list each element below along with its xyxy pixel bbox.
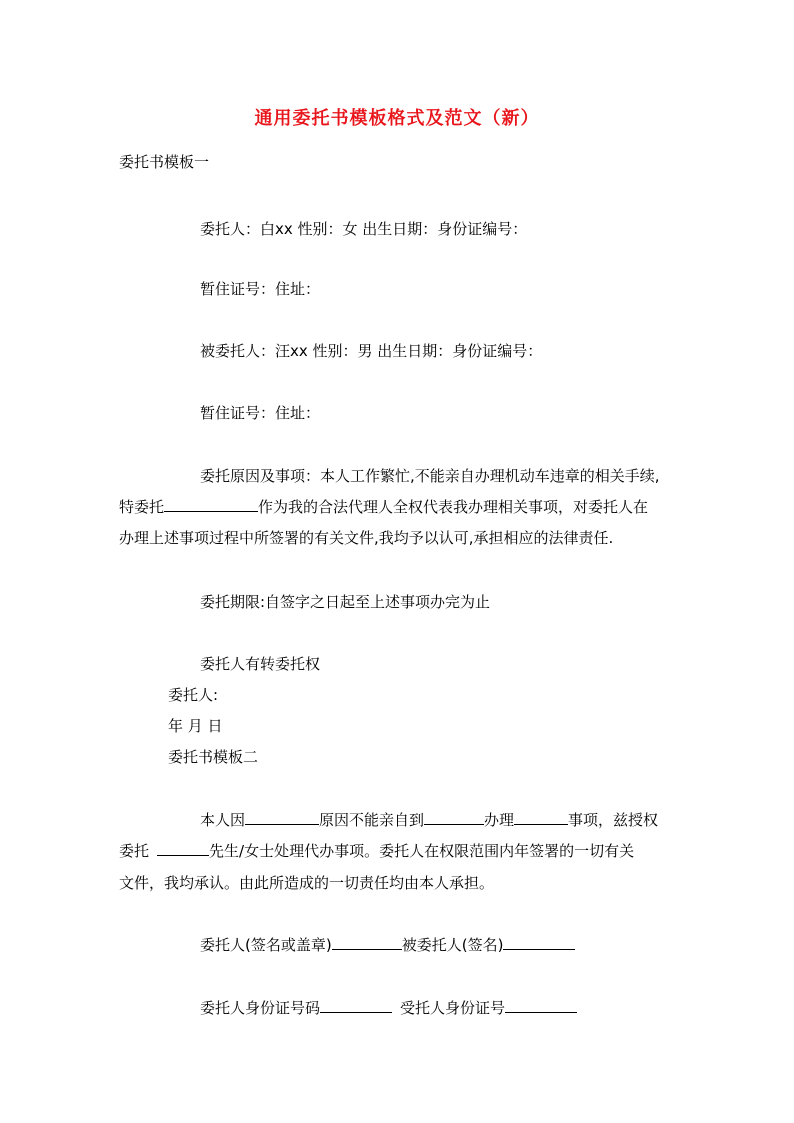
agent-address: 暂住证号：住址： <box>200 404 321 422</box>
matter-blank <box>514 810 568 825</box>
reason-line-2-start: 特委托 <box>119 498 165 516</box>
t2-id-line <box>200 998 577 1018</box>
t2-body-line-1 <box>200 810 658 830</box>
period-line: 委托期限:自签字之日起至上述事项办完为止 <box>200 593 491 611</box>
principal-id-blank <box>320 998 392 1013</box>
principal-address: 暂住证号：住址： <box>200 280 321 298</box>
reason-line-3: 办理上述事项过程中所签署的有关文件,我均予以认可,承担相应的法律责任. <box>119 529 614 547</box>
principal-signature-label: 委托人: <box>168 686 219 704</box>
t2-signature-line <box>200 935 575 955</box>
t2-body-2b: 先生/女士处理代办事项。委托人在权限范围内年签署的一切有关 <box>209 842 635 860</box>
agent-signature-blank <box>503 935 575 950</box>
t2-body-1b: 原因不能亲自到 <box>319 811 425 829</box>
t2-body-1c: 办理 <box>484 811 515 829</box>
reason-line-2 <box>119 497 648 517</box>
agent-name-blank <box>164 497 258 512</box>
document-title: 通用委托书模板格式及范文（新） <box>254 108 540 129</box>
principal-line: 委托人：白xx 性别：女 出生日期：身份证编号： <box>200 220 528 238</box>
agent-signature-text: 被委托人(签名) <box>401 936 504 954</box>
agent-id-text: 受托人身份证号 <box>400 999 506 1017</box>
template1-heading: 委托书模板一 <box>119 153 210 171</box>
agent-blank <box>157 841 209 856</box>
date-label: 年 月 日 <box>168 717 223 735</box>
t2-body-1a: 本人因 <box>200 811 246 829</box>
reason-line-1: 委托原因及事项：本人工作繁忙,不能亲自办理机动车违章的相关手续, <box>200 467 660 485</box>
principal-signature-text: 委托人(签名或盖章) <box>200 936 332 954</box>
t2-body-line-3: 文件，我均承认。由此所造成的一切责任均由本人承担。 <box>119 874 495 892</box>
agent-line: 被委托人：汪xx 性别：男 出生日期：身份证编号： <box>200 342 543 360</box>
t2-body-1d: 事项，兹授权 <box>568 811 659 829</box>
principal-signature-blank <box>332 935 402 950</box>
reason-line-2-end: 作为我的合法代理人全权代表我办理相关事项，对委托人在 <box>258 498 649 516</box>
reason-blank <box>245 810 319 825</box>
sub-delegation-line: 委托人有转委托权 <box>200 655 321 673</box>
t2-body-2a: 委托 <box>119 842 150 860</box>
principal-id-text: 委托人身份证号码 <box>200 999 321 1017</box>
template2-heading: 委托书模板二 <box>168 748 259 766</box>
t2-body-line-2 <box>119 841 634 861</box>
place-blank <box>424 810 484 825</box>
agent-id-blank <box>505 998 577 1013</box>
